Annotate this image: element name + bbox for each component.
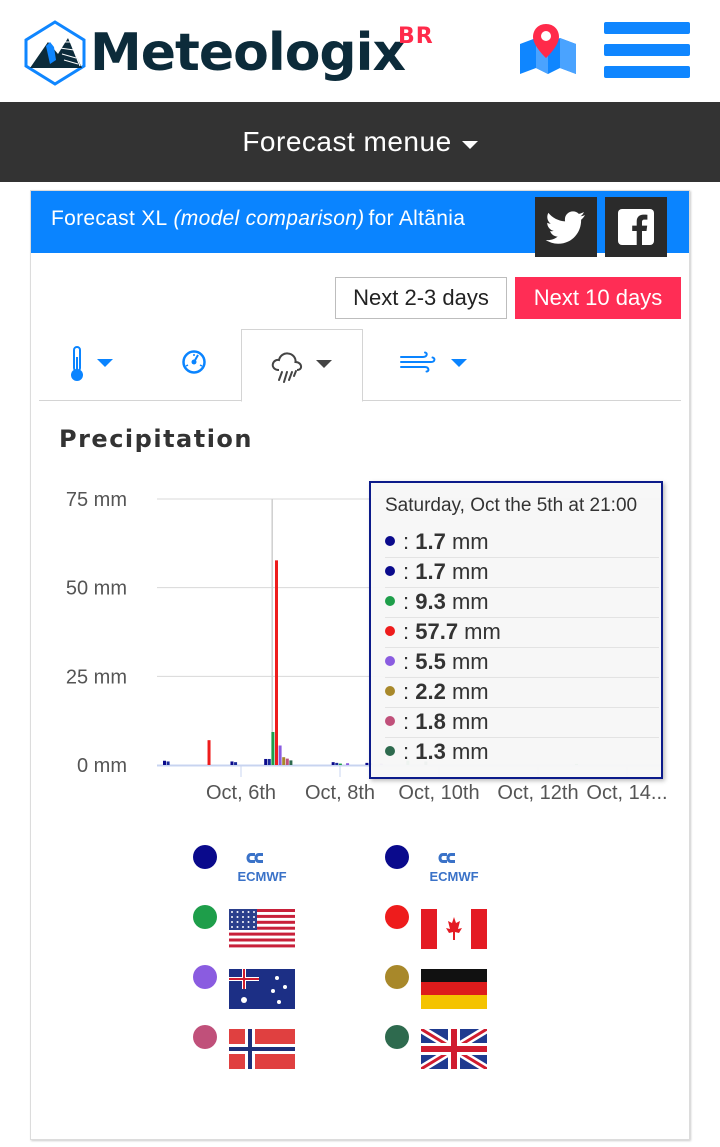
map-pin-icon (518, 22, 578, 76)
series-dot-icon (385, 905, 409, 929)
precipitation-bar (208, 740, 211, 765)
legend-item[interactable] (385, 1023, 505, 1077)
precipitation-bar (264, 759, 267, 765)
tooltip-separator (385, 587, 659, 588)
series-dot-icon (385, 965, 409, 989)
brand-name[interactable]: Meteologix (90, 23, 405, 83)
forecast-menu-label[interactable]: Forecast menue (242, 126, 452, 157)
precipitation-bar (332, 762, 335, 765)
card-title-prefix: Forecast XL (51, 207, 168, 230)
series-dot-icon (385, 686, 395, 696)
tooltip-unit: mm (445, 529, 489, 554)
chevron-down-icon (316, 360, 332, 368)
tooltip-separator (385, 707, 659, 708)
chevron-down-icon (97, 359, 113, 367)
site-header (0, 0, 720, 102)
chart-title: Precipitation (59, 425, 254, 453)
tooltip-row: : 5.5 mm (385, 649, 489, 679)
series-dot-icon (193, 965, 217, 989)
precipitation-bar (275, 560, 278, 765)
tab-wind[interactable] (375, 329, 495, 401)
series-dot-icon (385, 626, 395, 636)
series-dot-icon (385, 716, 395, 726)
tooltip-value: 1.3 (415, 739, 446, 764)
x-tick-label: Oct, 14... (586, 782, 668, 804)
tooltip-row: : 2.2 mm (385, 679, 489, 709)
thermometer-icon (69, 345, 85, 383)
tooltip-separator (385, 677, 659, 678)
tooltip-separator (385, 617, 659, 618)
legend-item[interactable] (193, 1023, 313, 1077)
tooltip-unit: mm (445, 709, 489, 734)
flag-usa-icon (229, 909, 295, 949)
parameter-tabs (39, 329, 681, 401)
ecmwf-logo (421, 849, 487, 889)
hamburger-icon (604, 44, 690, 56)
tooltip-separator (385, 557, 659, 558)
tab-precipitation[interactable] (241, 329, 363, 402)
meteologix-logo-icon[interactable] (24, 20, 86, 86)
tooltip-separator (385, 737, 659, 738)
flag-germany-icon (421, 969, 487, 1009)
tooltip-value: 1.7 (415, 529, 446, 554)
tooltip-unit: mm (458, 619, 501, 644)
flag-canada-icon (421, 909, 487, 949)
rain-cloud-icon (270, 350, 304, 384)
tooltip-value: 1.8 (415, 709, 446, 734)
tooltip-row: : 1.8 mm (385, 709, 489, 739)
precipitation-bar (365, 763, 368, 765)
tooltip-value: 57.7 (415, 619, 459, 644)
tooltip-unit: mm (445, 739, 489, 764)
x-tick-label: Oct, 8th (304, 782, 376, 804)
precipitation-bar (289, 760, 292, 765)
series-dot-icon (193, 905, 217, 929)
tooltip-unit: mm (445, 589, 489, 614)
x-tick-label: Oct, 12th (497, 782, 579, 804)
precipitation-bar (230, 761, 233, 765)
x-tick-label: Oct, 6th (205, 782, 277, 804)
tooltip-row: : 9.3 mm (385, 589, 489, 619)
precipitation-bar (282, 757, 285, 765)
legend-item[interactable] (193, 843, 313, 897)
y-tick-label: 25 mm (65, 666, 127, 689)
forecast-card (30, 190, 690, 1140)
facebook-icon (605, 197, 667, 257)
series-dot-icon (385, 536, 395, 546)
precipitation-bar (339, 764, 342, 765)
precipitation-bar (167, 761, 170, 765)
legend-item[interactable] (385, 963, 505, 1017)
series-dot-icon (193, 845, 217, 869)
precipitation-bar (271, 732, 274, 765)
series-dot-icon (385, 566, 395, 576)
precipitation-bar (268, 759, 271, 765)
card-title-location: for Altãnia (368, 207, 466, 230)
y-tick-label: 75 mm (65, 489, 127, 511)
tooltip-separator (385, 647, 659, 648)
x-tick-label: Oct, 10th (398, 782, 480, 804)
y-tick-label: 0 mm (77, 755, 127, 777)
flag-norway-icon (229, 1029, 295, 1069)
series-dot-icon (385, 1025, 409, 1049)
tooltip-row: : 1.3 mm (385, 739, 489, 769)
y-tick-label: 50 mm (65, 577, 127, 600)
precipitation-bar (163, 761, 166, 765)
next-10-days-button[interactable]: Next 10 days (515, 277, 681, 319)
series-dot-icon (385, 746, 395, 756)
svg-text:ECMWF: ECMWF (429, 869, 479, 884)
legend-item[interactable] (193, 963, 313, 1017)
wind-icon (399, 351, 437, 373)
card-title-italic: (model comparison) (173, 207, 365, 230)
chevron-down-icon (451, 359, 467, 367)
flag-australia-icon (229, 969, 295, 1009)
svg-text:ECMWF: ECMWF (237, 869, 287, 884)
share-twitter-button[interactable] (535, 197, 597, 257)
brand-country-suffix: BR (398, 24, 434, 49)
precipitation-bar (286, 759, 289, 765)
hamburger-icon (604, 22, 690, 34)
pressure-gauge-icon (181, 349, 207, 375)
precipitation-bar (234, 762, 237, 765)
tooltip-value: 5.5 (415, 649, 446, 674)
card-title (51, 207, 465, 231)
series-dot-icon (385, 656, 395, 666)
hamburger-icon (604, 66, 690, 78)
map-button[interactable] (518, 22, 578, 76)
legend-item[interactable] (385, 903, 505, 957)
forecast-menu-bar[interactable] (0, 102, 720, 182)
share-facebook-button[interactable] (605, 197, 667, 257)
tooltip-heading: Saturday, Oct the 5th at 21:00 (385, 495, 638, 516)
precipitation-bar (279, 745, 282, 765)
chevron-down-icon (462, 141, 478, 149)
tab-temperature[interactable] (39, 329, 139, 401)
menu-button[interactable] (604, 22, 692, 80)
tooltip-value: 9.3 (415, 589, 446, 614)
legend-item[interactable] (385, 843, 505, 897)
tooltip-value: 1.7 (415, 559, 446, 584)
tooltip-unit: mm (445, 649, 489, 674)
series-dot-icon (385, 845, 409, 869)
tooltip-row: : 1.7 mm (385, 559, 489, 589)
next-2-3-days-button[interactable]: Next 2-3 days (335, 277, 507, 319)
flag-uk-icon (421, 1029, 487, 1069)
series-dot-icon (385, 596, 395, 606)
precipitation-bar (335, 763, 338, 765)
series-dot-icon (193, 1025, 217, 1049)
tooltip-unit: mm (445, 559, 489, 584)
twitter-icon (535, 197, 597, 257)
legend-item[interactable] (193, 903, 313, 957)
tooltip-value: 2.2 (415, 679, 446, 704)
tooltip-row: : 57.7 mm (385, 619, 501, 649)
tooltip-row: : 1.7 mm (385, 529, 489, 559)
ecmwf-logo (229, 849, 295, 889)
tooltip-unit: mm (445, 679, 489, 704)
chart-tooltip (369, 481, 663, 779)
precipitation-bar (346, 763, 349, 765)
tab-pressure[interactable] (141, 329, 241, 401)
